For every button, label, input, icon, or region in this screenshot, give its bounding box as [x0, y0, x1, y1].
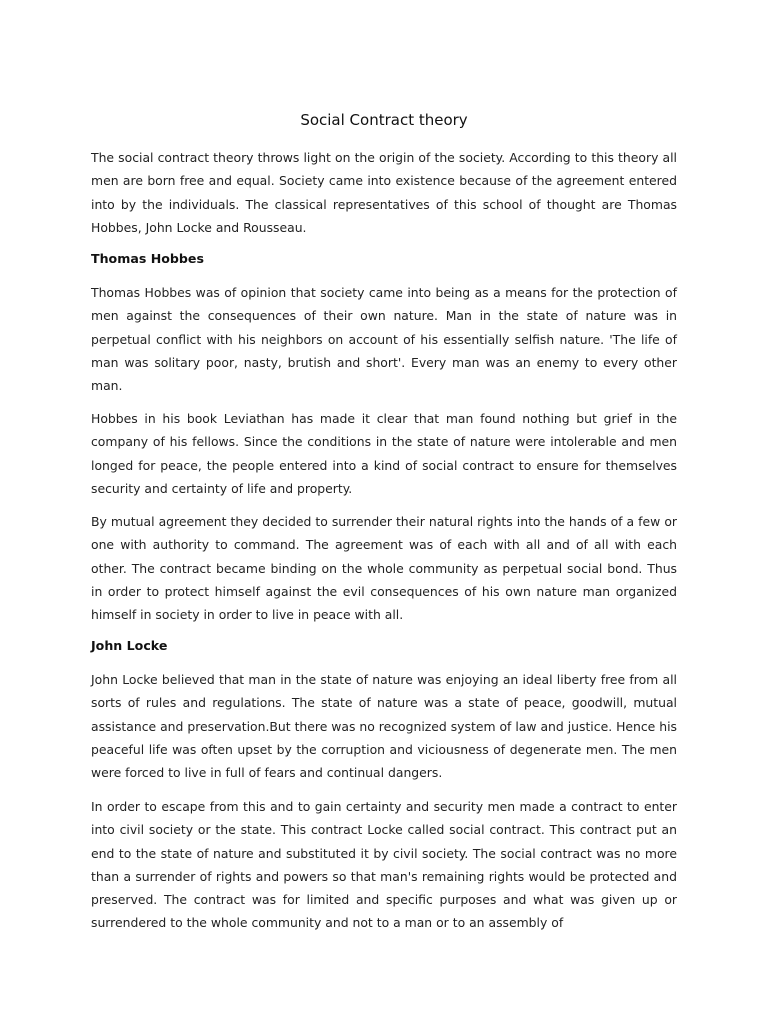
hobbes-paragraph-1: Thomas Hobbes was of opinion that society came into being as a means for the protection of men against the consequences of their own nature. Man in the state of nature was in perpetual conflict with his neighbors on account of his essentially selfish nature. 'The life of man was solitary poor, nasty, brutish and short'. Every man was an enemy to every other man. [91, 285, 677, 394]
section-heading-hobbes: Thomas Hobbes [91, 251, 204, 266]
locke-paragraph-2: In order to escape from this and to gain certainty and security men made a contract to enter into civil society or the state. This contract Locke called social contract. This contract put an end to the state of nature and substituted it by civil society. The social contract was no more than a surrender of rights and powers so that man's remaining rights would be protected and preserved. The contract was for limited and specific purposes and what was given up or surrendered to the whole community and not to a man or to an assembly of [91, 799, 677, 931]
section-heading-locke: John Locke [91, 638, 168, 653]
intro-paragraph: The social contract theory throws light on the origin of the society. According to this theory all men are born free and equal. Society came into existence because of the agreement entered into by the individuals. The classical representatives of this school of thought are Thomas Hobbes, John Locke and Rousseau. [91, 150, 677, 235]
locke-paragraph-1: John Locke believed that man in the state of nature was enjoying an ideal liberty free from all sorts of rules and regulations. The state of nature was a state of peace, goodwill, mutual assistance and preservation.But there was no recognized system of law and justice. Hence his peaceful life was often upset by the corruption and viciousness of degenerate men. The men were forced to live in full of fears and continual dangers. [91, 672, 677, 781]
hobbes-paragraph-3: By mutual agreement they decided to surrender their natural rights into the hands of a few or one with authority to command. The agreement was of each with all and of all with each other. The contract became binding on the whole community as perpetual social bond. Thus in order to protect himself against the evil consequences of his own nature man organized himself in society in order to live in peace with all. [91, 514, 677, 623]
page-title: Social Contract theory [300, 111, 468, 129]
hobbes-paragraph-2: Hobbes in his book Leviathan has made it clear that man found nothing but grief in the company of his fellows. Since the conditions in the state of nature were intolerable and men longed for peace, the people entered into a kind of social contract to ensure for themselves security and certainty of life and property. [91, 411, 677, 496]
